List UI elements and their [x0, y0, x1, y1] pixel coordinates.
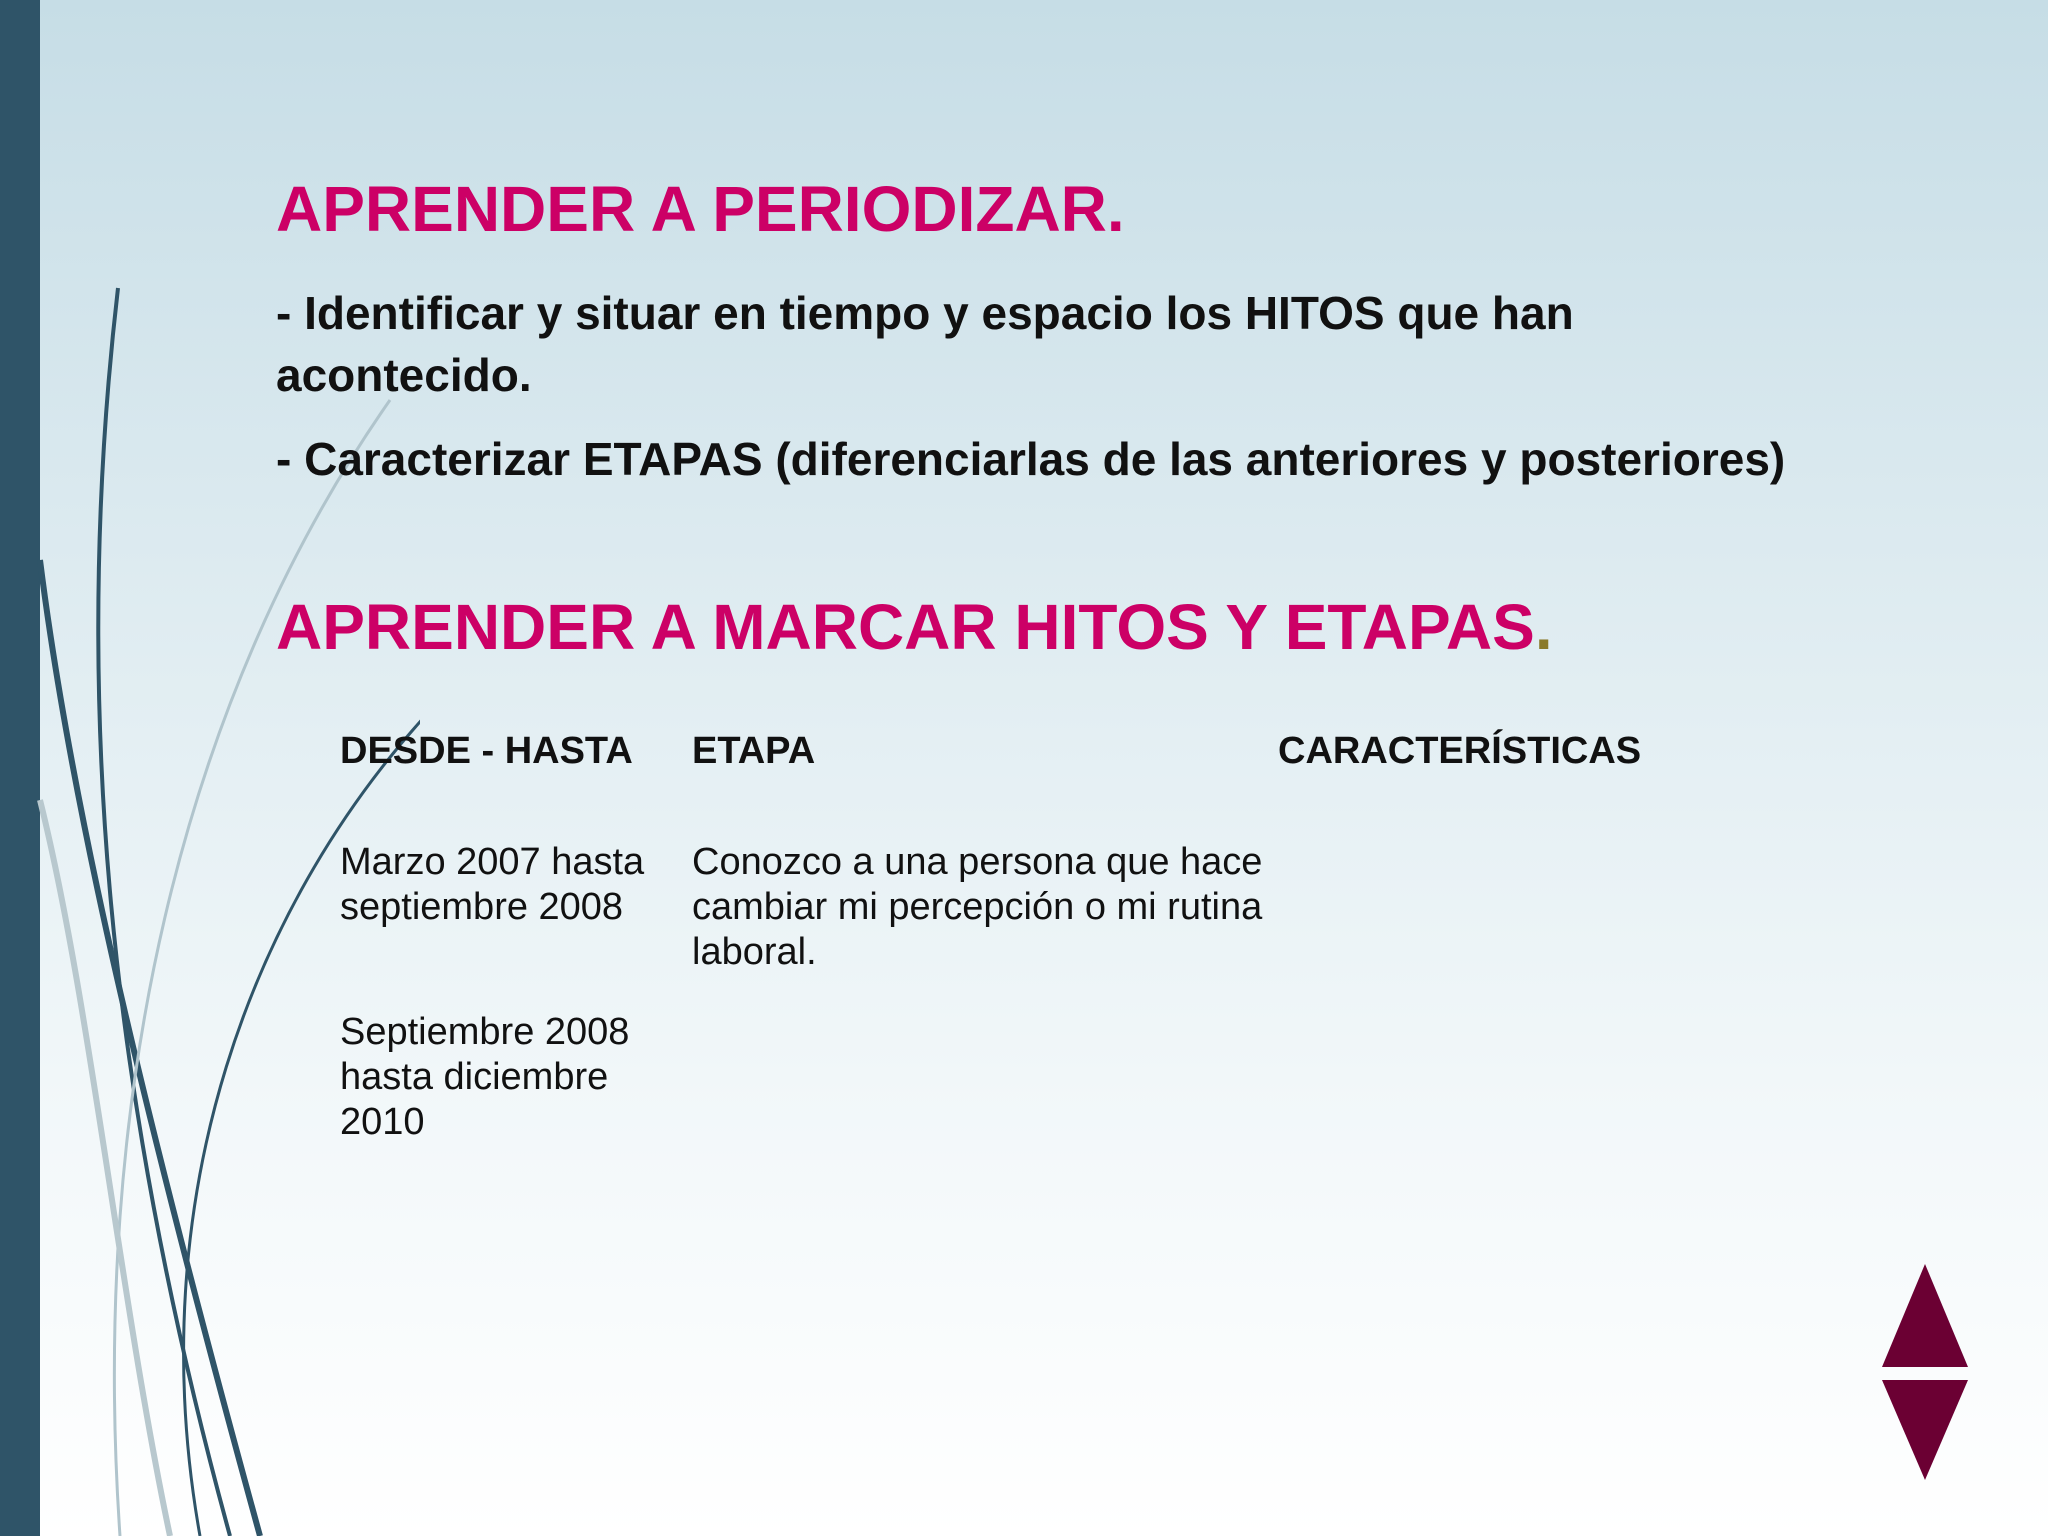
- triangle-down-icon[interactable]: [1882, 1380, 1968, 1480]
- column-header-etapa: ETAPA: [692, 730, 816, 772]
- column-header-desde-hasta: DESDE - HASTA: [340, 730, 633, 772]
- row1-desde-hasta: Marzo 2007 hasta septiembre 2008: [340, 841, 645, 928]
- section2-title-text: APRENDER A MARCAR HITOS Y ETAPAS: [276, 591, 1535, 663]
- section2-title: [276, 590, 1553, 664]
- row2-desde-hasta: Septiembre 2008 hasta diciembre 2010: [340, 1011, 630, 1143]
- column-header-caracteristicas: CARACTERÍSTICAS: [1278, 730, 1642, 772]
- bullet-etapas: - Caracterizar ETAPAS (diferenciarlas de las anteriores y posteriores): [276, 433, 1786, 485]
- row1-etapa: Conozco a una persona que hace cambiar mi percepción o mi rutina laboral.: [692, 841, 1263, 973]
- nav-arrows[interactable]: [1880, 1262, 1970, 1482]
- triangle-up-icon[interactable]: [1882, 1264, 1968, 1367]
- bullet-hitos: - Identificar y situar en tiempo y espacio los HITOS que han acontecido.: [276, 287, 1574, 401]
- section2-title-dot: .: [1534, 591, 1553, 663]
- section1-title: APRENDER A PERIODIZAR.: [276, 173, 1125, 245]
